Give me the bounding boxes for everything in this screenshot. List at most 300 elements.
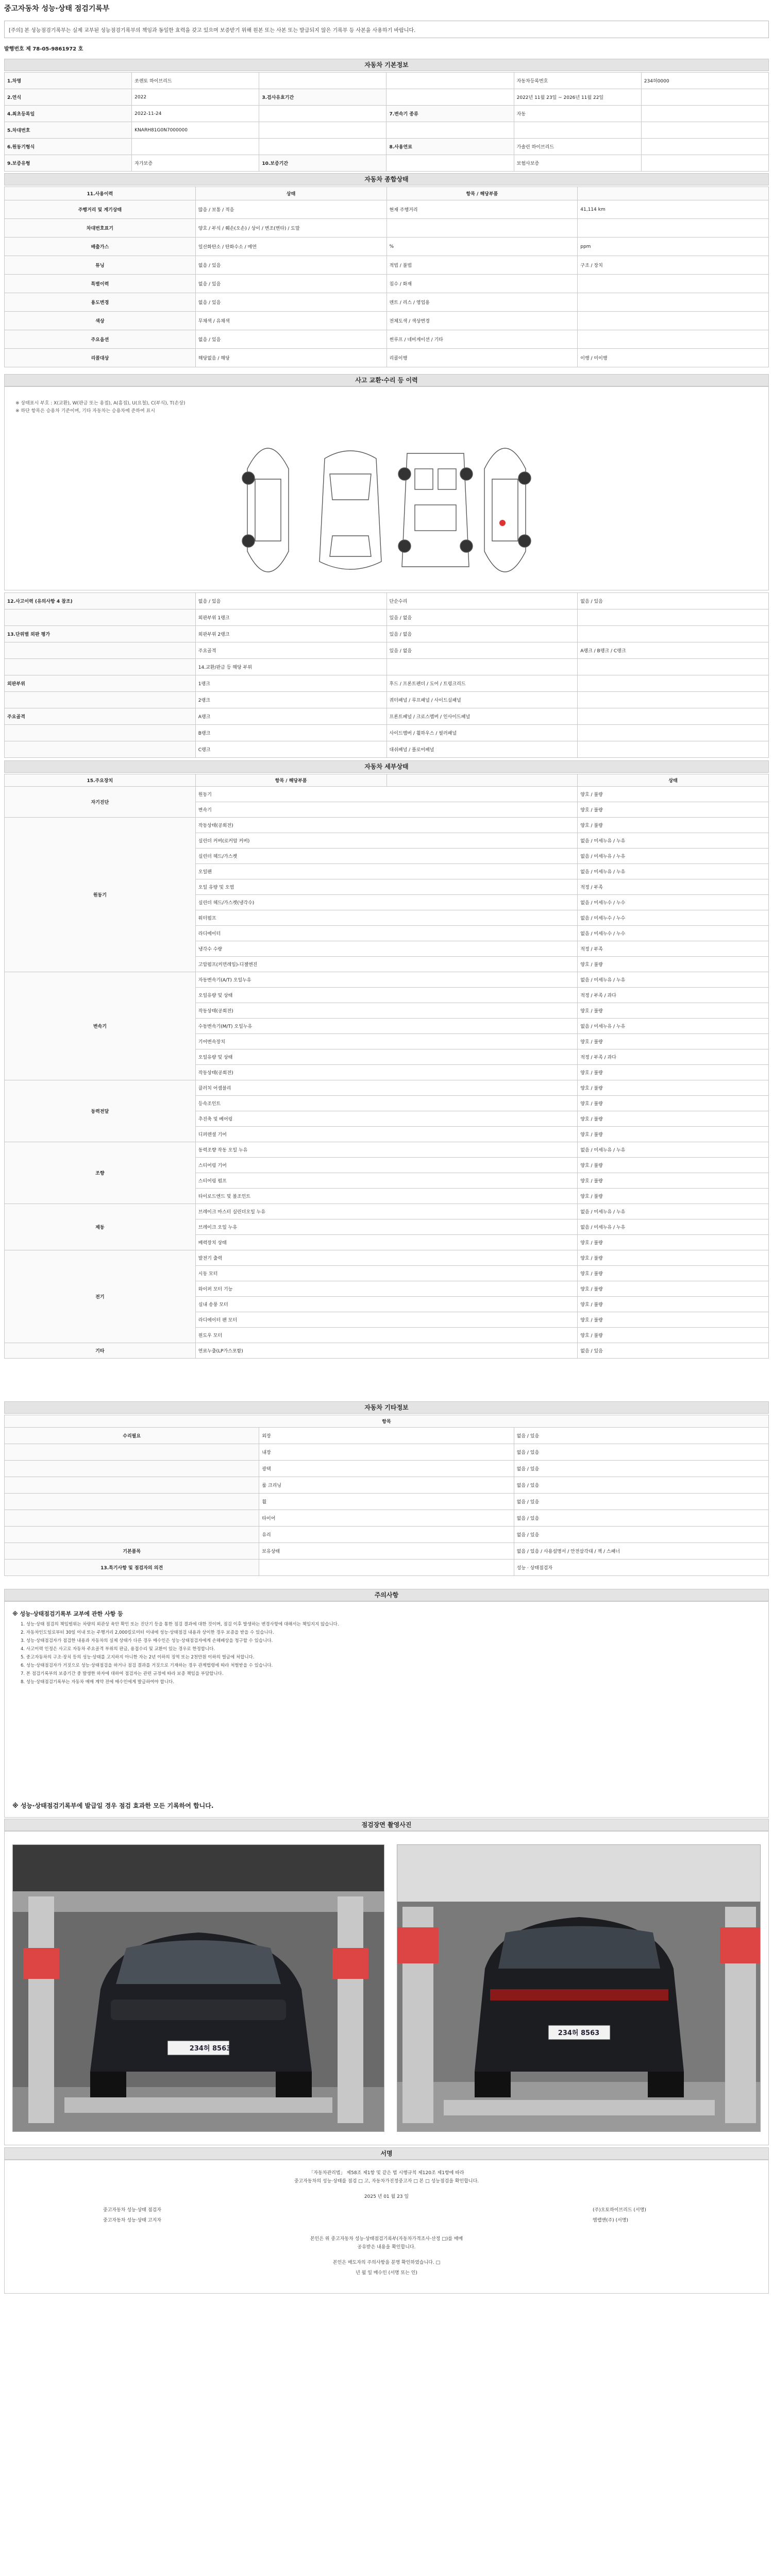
detail-item-label: 브레이크 마스터 실린더오일 누유 xyxy=(195,1204,578,1219)
overall-cell: 리콜대상 xyxy=(5,349,196,367)
basic-cell xyxy=(386,89,514,106)
table-row xyxy=(5,1527,769,1543)
table-row xyxy=(5,1415,769,1428)
note-item: 2. 자동차인도일로부터 30일 이내 또는 주행거리 2,000킬로미터 이내에 성능·상태점검 내용과 상이한 경우 보증을 받을 수 있습니다. xyxy=(21,1630,274,1635)
detail-item-status: 양호 / 불량 xyxy=(578,1111,769,1127)
accident-cell xyxy=(5,725,196,741)
detail-item-label: 스티어링 기어 xyxy=(195,1158,578,1173)
section-other-info: 자동차 기타정보 xyxy=(4,1401,769,1414)
basic-cell: 234허0000 xyxy=(641,73,768,89)
overall-header-cell: 항목 / 해당부품 xyxy=(386,187,578,200)
table-row xyxy=(5,1204,769,1219)
other-cell: 기본품목 xyxy=(5,1543,259,1560)
overall-cell: 리콜이행 xyxy=(386,349,578,367)
detail-item-status: 없음 / 미세누유 / 누유 xyxy=(578,1219,769,1235)
overall-cell: % xyxy=(386,238,578,256)
detail-item-label: 연료누출(LP가스포함) xyxy=(195,1343,578,1359)
detail-status-table xyxy=(4,774,769,1359)
accident-cell: B랭크 xyxy=(195,725,386,741)
accident-cell: 있음 / 없음 xyxy=(386,642,578,659)
table-row xyxy=(5,1560,769,1576)
table-row xyxy=(5,256,769,275)
other-cell: 없음 / 있음 xyxy=(514,1461,768,1477)
table-row xyxy=(5,659,769,675)
car-rear-photo xyxy=(397,1844,761,2132)
basic-info-table xyxy=(4,72,769,172)
other-cell: 외장 xyxy=(259,1428,514,1444)
detail-item-label: 작동상태(공회전) xyxy=(195,1003,578,1019)
note-item: 1. 성능·상태 점검의 책임범위는 차량의 외관상 육안 확인 또는 진단기 등을 통한 점검 결과에 대한 것이며, 점검 이후 발생하는 변경사항에 대해서는 책임지지 않습니다. xyxy=(21,1622,339,1627)
accident-cell xyxy=(5,642,196,659)
detail-item-label: 작동상태(공회전) xyxy=(195,1065,578,1080)
overall-cell: 튜닝 xyxy=(5,256,196,275)
other-cell: 성능 · 상태점검자 xyxy=(514,1560,768,1576)
accident-cell xyxy=(578,609,769,626)
buyer-confirm-2: 공유받은 내용을 확인합니다. xyxy=(357,2245,416,2250)
damage-legend-line-2: ※ 하단 항목은 승용차 기준이며, 기타 자동차는 승용차에 준하여 표시 xyxy=(15,409,155,414)
accident-cell xyxy=(5,741,196,758)
detail-item-status: 양호 / 불량 xyxy=(578,1328,769,1343)
basic-cell: 2022년 11월 23일 ~ 2026년 11월 22일 xyxy=(514,89,641,106)
section-detail-status: 자동차 세부상태 xyxy=(4,760,769,773)
basic-cell: KNARH81G0N7000000 xyxy=(132,122,259,139)
detail-item-label: 발전기 출력 xyxy=(195,1250,578,1266)
detail-item-label: 워터펌프 xyxy=(195,910,578,926)
table-row xyxy=(5,1510,769,1527)
basic-cell: 쏘렌토 하이브리드 xyxy=(132,73,259,89)
damage-legend xyxy=(15,400,185,415)
detail-item-label: 시동 모터 xyxy=(195,1266,578,1281)
overall-cell: 양호 / 부식 / 훼손(오손) / 상이 / 변조(변타) / 도말 xyxy=(195,219,386,238)
other-cell: 수리필요 xyxy=(5,1428,259,1444)
overall-cell xyxy=(578,312,769,330)
accident-cell: 외판부위 xyxy=(5,675,196,692)
accident-cell xyxy=(5,609,196,626)
other-cell: 타이어 xyxy=(259,1510,514,1527)
table-row xyxy=(5,774,769,787)
table-row xyxy=(5,73,769,89)
detail-item-label: 실린더 헤드/가스켓(냉각수) xyxy=(195,895,578,910)
overall-cell: 이행 / 미이행 xyxy=(578,349,769,367)
note-item: 5. 중고자동차의 구조·장치 등의 성능·상태를 고지하지 아니한 자는 2년 이하의 징역 또는 2천만원 이하의 벌금에 처합니다. xyxy=(21,1655,255,1660)
overall-cell: 주요옵션 xyxy=(5,330,196,349)
detail-item-status: 양호 / 불량 xyxy=(578,1266,769,1281)
overall-cell: 41,114 km xyxy=(578,200,769,219)
table-row xyxy=(5,293,769,312)
basic-cell xyxy=(386,73,514,89)
table-row xyxy=(5,692,769,708)
table-row xyxy=(5,1461,769,1477)
other-cell: 없음 / 있음 xyxy=(514,1477,768,1494)
basic-cell: 6.원동기형식 xyxy=(5,139,132,155)
other-cell: 없음 / 있음 / 사용설명서 / 안전삼각대 / 잭 / 스패너 xyxy=(514,1543,768,1560)
overall-cell: 용도변경 xyxy=(5,293,196,312)
accident-cell: 없음 / 있음 xyxy=(195,593,386,609)
other-cell: 없음 / 있음 xyxy=(514,1444,768,1461)
other-info-table xyxy=(4,1415,769,1576)
detail-item-status: 없음 / 미세누유 / 누유 xyxy=(578,1019,769,1034)
accident-cell xyxy=(578,708,769,725)
accident-cell: 14.교환/판금 등 해당 부위 xyxy=(195,659,386,675)
notes-list xyxy=(21,1621,758,1687)
basic-cell: 보험사보증 xyxy=(514,155,641,172)
table-row xyxy=(5,1477,769,1494)
detail-item-label: 윈도우 모터 xyxy=(195,1328,578,1343)
other-cell: 없음 / 있음 xyxy=(514,1510,768,1527)
detail-item-status: 양호 / 불량 xyxy=(578,1250,769,1266)
detail-item-status: 적정 / 부족 / 과다 xyxy=(578,1049,769,1065)
other-cell: 13.특기사항 및 점검자의 의견 xyxy=(5,1560,259,1576)
detail-item-status: 양호 / 불량 xyxy=(578,1173,769,1189)
overall-cell: 없음 / 있음 xyxy=(195,275,386,293)
table-row xyxy=(5,330,769,349)
basic-cell: 5.차대번호 xyxy=(5,122,132,139)
overall-cell: ppm xyxy=(578,238,769,256)
table-row xyxy=(5,275,769,293)
overall-cell: 주행거리 및 계기상태 xyxy=(5,200,196,219)
detail-item-label: 동력조향 작동 오일 누유 xyxy=(195,1142,578,1158)
detail-item-status: 양호 / 불량 xyxy=(578,1127,769,1142)
detail-item-status: 양호 / 불량 xyxy=(578,1080,769,1096)
sign-inspector-name: (주)오토하이브리드 (서명) xyxy=(593,2208,646,2213)
table-row xyxy=(5,1142,769,1158)
accident-cell: A랭크 xyxy=(195,708,386,725)
detail-item-status: 적정 / 부족 xyxy=(578,941,769,957)
table-row xyxy=(5,972,769,988)
detail-group-label: 전기 xyxy=(5,1250,196,1343)
detail-item-status: 양호 / 불량 xyxy=(578,1189,769,1204)
notice-box: [주의] 본 성능점검기록부는 실제 교부된 성능점검기록부의 책임과 동일한 효력을 갖고 있으며 보증받기 위해 원본 또는 사본 또는 발급되지 않은 기록부 등 사본을 사용하기 바랍니다. xyxy=(4,21,769,38)
other-cell: 유리 xyxy=(259,1527,514,1543)
detail-item-label: 디퍼렌셜 기어 xyxy=(195,1127,578,1142)
table-row xyxy=(5,741,769,758)
detail-item-status: 적정 / 부족 xyxy=(578,879,769,895)
basic-cell xyxy=(514,122,641,139)
detail-item-status: 양호 / 불량 xyxy=(578,1096,769,1111)
other-cell: 없음 / 있음 xyxy=(514,1527,768,1543)
detail-item-status: 양호 / 불량 xyxy=(578,1312,769,1328)
basic-cell xyxy=(641,139,768,155)
table-row xyxy=(5,312,769,330)
overall-cell: 구조 / 장치 xyxy=(578,256,769,275)
detail-item-label: 실린더 커버(로커암 커버) xyxy=(195,833,578,849)
overall-cell xyxy=(578,330,769,349)
basic-cell xyxy=(641,106,768,122)
accident-cell: 단순수리 xyxy=(386,593,578,609)
overall-cell: 현재 주행거리 xyxy=(386,200,578,219)
note-item: 3. 성능·상태점검자가 점검한 내용과 자동차의 실제 상태가 다른 경우 매수인은 성능·상태점검자에게 손해배상을 청구할 수 있습니다. xyxy=(21,1638,273,1643)
detail-item-status: 없음 / 미세누수 / 누수 xyxy=(578,895,769,910)
table-row xyxy=(5,89,769,106)
accident-cell: C랭크 xyxy=(195,741,386,758)
table-row xyxy=(5,593,769,609)
other-cell: 휠 xyxy=(259,1494,514,1510)
accident-cell: 사이드멤버 / 휠하우스 / 필러패널 xyxy=(386,725,578,741)
detail-item-label: 작동상태(공회전) xyxy=(195,818,578,833)
accident-cell: 없음 / 있음 xyxy=(578,593,769,609)
detail-item-label: 오일유량 및 상태 xyxy=(195,988,578,1003)
table-row xyxy=(5,1080,769,1096)
detail-item-label: 추진축 및 베어링 xyxy=(195,1111,578,1127)
table-row xyxy=(5,642,769,659)
sign-statement-2: 중고자동차의 성능·상태를 점검 □ 고, 자동차가진정중고자 □ 본 □ 성능점검을 확인합니다. xyxy=(294,2179,479,2184)
note-item: 7. 본 점검기록부의 보증기간 중 발생한 하자에 대하여 점검자는 관련 규정에 따라 보증 책임을 부담합니다. xyxy=(21,1671,224,1676)
accident-cell: 주요골격 xyxy=(5,708,196,725)
accident-cell: 있음 / 없음 xyxy=(386,609,578,626)
plate-text-rear: 234허 8563 xyxy=(558,2029,600,2037)
detail-item-status: 양호 / 불량 xyxy=(578,957,769,972)
section-photos: 점검장면 촬영사진 xyxy=(4,1819,769,1831)
table-row xyxy=(5,626,769,642)
table-row xyxy=(5,155,769,172)
detail-item-label: 고압펌프(커먼레일)-디젤엔진 xyxy=(195,957,578,972)
buyer-signature-line: 년 월 일 매수인 (서명 또는 인) xyxy=(356,2270,417,2276)
basic-cell: 2.연식 xyxy=(5,89,132,106)
buyer-confirm-3: 본인은 매도자의 주의사항을 분명 확인하였습니다. □ xyxy=(332,2260,441,2265)
other-cell xyxy=(5,1527,259,1543)
other-header-cell: 항목 xyxy=(5,1415,769,1428)
basic-cell: 3.검사유효기간 xyxy=(259,89,386,106)
table-row xyxy=(5,1343,769,1359)
accident-cell xyxy=(5,692,196,708)
basic-cell xyxy=(259,106,386,122)
detail-header-cell xyxy=(386,774,578,787)
damage-legend-line-1: ※ 상태표시 부호 : X(교환), W(판금 또는 용접), A(흠집), U(요철), C(부식), T(손상) xyxy=(15,401,186,406)
detail-item-status: 없음 / 미세누유 / 누유 xyxy=(578,972,769,988)
detail-group-label: 동력전달 xyxy=(5,1080,196,1142)
accident-cell xyxy=(578,692,769,708)
overall-cell: 일산화탄소 / 탄화수소 / 매연 xyxy=(195,238,386,256)
overall-cell: 없음 / 있음 xyxy=(195,330,386,349)
detail-header-cell: 항목 / 해당부품 xyxy=(195,774,386,787)
detail-item-status: 없음 / 미세누유 / 누유 xyxy=(578,833,769,849)
accident-cell xyxy=(578,725,769,741)
accident-cell: 대쉬패널 / 플로어패널 xyxy=(386,741,578,758)
table-row xyxy=(5,238,769,256)
accident-cell: 12.사고이력 (유의사항 4 참조) xyxy=(5,593,196,609)
sign-notifier-name: 엠랩앤(주) (서명) xyxy=(593,2218,629,2223)
detail-item-label: 타이로드엔드 및 볼조인트 xyxy=(195,1189,578,1204)
basic-cell: 8.사용연료 xyxy=(386,139,514,155)
accident-cell: 주요골격 xyxy=(195,642,386,659)
other-cell: 내장 xyxy=(259,1444,514,1461)
detail-group-label: 원동기 xyxy=(5,818,196,972)
overall-cell: 색상 xyxy=(5,312,196,330)
basic-cell: 자가보증 xyxy=(132,155,259,172)
section-overall-status: 자동차 종합상태 xyxy=(4,173,769,185)
table-row xyxy=(5,1494,769,1510)
detail-item-label: 수동변속기(M/T) 오일누유 xyxy=(195,1019,578,1034)
basic-cell: 10.보증기간 xyxy=(259,155,386,172)
basic-cell: 자동차등록번호 xyxy=(514,73,641,89)
basic-cell xyxy=(259,122,386,139)
sign-date: 2025 년 01 월 23 일 xyxy=(364,2194,409,2199)
overall-cell: 차대번호표기 xyxy=(5,219,196,238)
basic-cell: 4.최초등록일 xyxy=(5,106,132,122)
accident-cell xyxy=(386,659,578,675)
detail-item-label: 등속조인트 xyxy=(195,1096,578,1111)
table-row xyxy=(5,187,769,200)
table-row xyxy=(5,725,769,741)
car-diagram-icon xyxy=(237,438,536,582)
buyer-confirm-1: 본인은 위 중고자동차 성능·상태점검기록부(자동차가격조사·산정 □)를 매매 xyxy=(310,2236,463,2242)
other-cell xyxy=(5,1444,259,1461)
basic-cell: 2022-11-24 xyxy=(132,106,259,122)
overall-cell xyxy=(578,293,769,312)
other-cell xyxy=(5,1494,259,1510)
detail-group-label: 기타 xyxy=(5,1343,196,1359)
table-row xyxy=(5,106,769,122)
accident-cell: 프론트패널 / 크로스멤버 / 인사이드패널 xyxy=(386,708,578,725)
detail-item-status: 없음 / 미세누수 / 누수 xyxy=(578,910,769,926)
detail-item-label: 원동기 xyxy=(195,787,578,802)
accident-cell: 외판부위 2랭크 xyxy=(195,626,386,642)
other-cell: 광택 xyxy=(259,1461,514,1477)
accident-history-table xyxy=(4,592,769,758)
overall-cell: 무채색 / 유채색 xyxy=(195,312,386,330)
note-item: 4. 사고이력 인정은 사고로 자동차 주요골격 부위의 판금, 용접수리 및 교환이 있는 경우로 한정합니다. xyxy=(21,1647,215,1652)
detail-item-label: 배력장치 상태 xyxy=(195,1235,578,1250)
detail-item-status: 양호 / 불량 xyxy=(578,1065,769,1080)
detail-item-status: 양호 / 불량 xyxy=(578,1034,769,1049)
detail-item-status: 양호 / 불량 xyxy=(578,1158,769,1173)
detail-item-label: 실린더 헤드/가스켓 xyxy=(195,849,578,864)
overall-header-cell: 상태 xyxy=(195,187,386,200)
table-row xyxy=(5,609,769,626)
detail-item-status: 적정 / 부족 / 과다 xyxy=(578,988,769,1003)
section-basic-info: 자동차 기본정보 xyxy=(4,59,769,71)
accident-cell: 있음 / 없음 xyxy=(386,626,578,642)
detail-item-status: 없음 / 미세누유 / 누유 xyxy=(578,849,769,864)
overall-cell xyxy=(386,219,578,238)
detail-item-label: 변속기 xyxy=(195,802,578,818)
overall-cell: 해당없음 / 해당 xyxy=(195,349,386,367)
other-cell xyxy=(5,1461,259,1477)
table-row xyxy=(5,219,769,238)
detail-header-cell: 15.주요장치 xyxy=(5,774,196,787)
detail-item-status: 양호 / 불량 xyxy=(578,787,769,802)
basic-cell xyxy=(132,139,259,155)
overall-status-table xyxy=(4,187,769,367)
accident-cell: 쿼터패널 / 루프패널 / 사이드실패널 xyxy=(386,692,578,708)
table-row xyxy=(5,818,769,833)
table-row xyxy=(5,1250,769,1266)
basic-cell: 2022 xyxy=(132,89,259,106)
detail-item-label: 오일팬 xyxy=(195,864,578,879)
accident-cell: A랭크 / B랭크 / C랭크 xyxy=(578,642,769,659)
table-row xyxy=(5,1444,769,1461)
overall-cell: 전체도색 / 색상변경 xyxy=(386,312,578,330)
other-cell xyxy=(259,1560,514,1576)
detail-item-label: 자동변속기(A/T) 오일누유 xyxy=(195,972,578,988)
detail-group-label: 변속기 xyxy=(5,972,196,1080)
table-row xyxy=(5,787,769,802)
sign-statement-1: 「자동차관리법」 제58조 제1항 및 같은 법 시행규칙 제120조 제1항에 따라 xyxy=(309,2171,464,2176)
other-cell: 보유상태 xyxy=(259,1543,514,1560)
sign-notifier-label: 중고자동차 성능·상태 고지자 xyxy=(103,2218,161,2223)
overall-cell: 없음 / 있음 xyxy=(195,293,386,312)
detail-item-status: 없음 / 있음 xyxy=(578,1343,769,1359)
accident-cell: 후드 / 프론트펜더 / 도어 / 트렁크리드 xyxy=(386,675,578,692)
detail-item-status: 양호 / 불량 xyxy=(578,802,769,818)
basic-cell: 가솔린 하이브리드 xyxy=(514,139,641,155)
detail-item-status: 양호 / 불량 xyxy=(578,1003,769,1019)
basic-cell xyxy=(641,155,768,172)
accident-cell: 외판부위 1랭크 xyxy=(195,609,386,626)
other-cell xyxy=(5,1510,259,1527)
basic-cell xyxy=(641,122,768,139)
accident-cell xyxy=(578,659,769,675)
table-row xyxy=(5,1428,769,1444)
note-item: 8. 성능·상태점검기록부는 자동차 매매 계약 전에 매수인에게 발급하여야 합니다. xyxy=(21,1680,174,1685)
detail-item-status: 없음 / 미세누유 / 누유 xyxy=(578,864,769,879)
detail-item-label: 오일 유량 및 오염 xyxy=(195,879,578,895)
detail-item-status: 양호 / 불량 xyxy=(578,1281,769,1297)
detail-group-label: 자기진단 xyxy=(5,787,196,818)
accident-cell: 13.단위별 외판 평가 xyxy=(5,626,196,642)
section-signature: 서명 xyxy=(4,2147,769,2160)
table-row xyxy=(5,708,769,725)
detail-item-label: 실내 송풍 모터 xyxy=(195,1297,578,1312)
table-row xyxy=(5,675,769,692)
overall-cell: 없음 / 있음 xyxy=(195,256,386,275)
accident-cell: 2랭크 xyxy=(195,692,386,708)
notes-title: ※ 성능·상태점검기록부 교부에 관한 사항 등 xyxy=(12,1611,123,1617)
basic-cell xyxy=(641,89,768,106)
basic-cell xyxy=(259,139,386,155)
overall-cell xyxy=(578,275,769,293)
basic-cell xyxy=(386,122,514,139)
other-cell xyxy=(5,1477,259,1494)
certificate-number-label: 발행번호 제 xyxy=(4,46,31,52)
table-row xyxy=(5,122,769,139)
detail-header-cell: 상태 xyxy=(578,774,769,787)
detail-item-label: 브레이크 오일 누유 xyxy=(195,1219,578,1235)
car-front-photo xyxy=(12,1844,384,2132)
overall-cell: 많음 / 보통 / 적음 xyxy=(195,200,386,219)
detail-item-label: 오일유량 및 상태 xyxy=(195,1049,578,1065)
accident-cell: 1랭크 xyxy=(195,675,386,692)
basic-cell: 9.보증유형 xyxy=(5,155,132,172)
detail-item-label: 와이퍼 모터 기능 xyxy=(195,1281,578,1297)
overall-cell: 적법 / 불법 xyxy=(386,256,578,275)
sign-inspector-label: 중고자동차 성능·상태 점검자 xyxy=(103,2208,161,2213)
basic-cell xyxy=(259,73,386,89)
detail-group-label: 조향 xyxy=(5,1142,196,1204)
basic-cell: 7.변속기 종류 xyxy=(386,106,514,122)
plate-text-front: 234허 8563 xyxy=(189,2045,231,2053)
detail-item-status: 없음 / 미세누유 / 누유 xyxy=(578,1142,769,1158)
certificate-number-value: 78-05-9861972 호 xyxy=(32,46,83,52)
detail-item-label: 기어변속장치 xyxy=(195,1034,578,1049)
table-row xyxy=(5,139,769,155)
overall-cell: 썬루프 / 네비게이션 / 기타 xyxy=(386,330,578,349)
accident-cell xyxy=(578,741,769,758)
accident-cell xyxy=(578,626,769,642)
overall-cell: 렌트 / 리스 / 영업용 xyxy=(386,293,578,312)
note-item: 6. 성능·상태점검자가 거짓으로 성능·상태점검을 하거나 점검 결과를 거짓으로 기재하는 경우 관계법령에 따라 처벌받을 수 있습니다. xyxy=(21,1663,273,1668)
basic-cell: 1.차명 xyxy=(5,73,132,89)
other-cell: 없음 / 있음 xyxy=(514,1494,768,1510)
table-row xyxy=(5,200,769,219)
overall-header-cell: 11.사용이력 xyxy=(5,187,196,200)
detail-item-label: 라디에이터 xyxy=(195,926,578,941)
detail-item-label: 클러치 어셈블리 xyxy=(195,1080,578,1096)
document-title: 중고자동차 성능·상태 점검기록부 xyxy=(4,5,110,13)
detail-item-status: 양호 / 불량 xyxy=(578,1235,769,1250)
overall-header-cell xyxy=(578,187,769,200)
overall-cell xyxy=(578,219,769,238)
